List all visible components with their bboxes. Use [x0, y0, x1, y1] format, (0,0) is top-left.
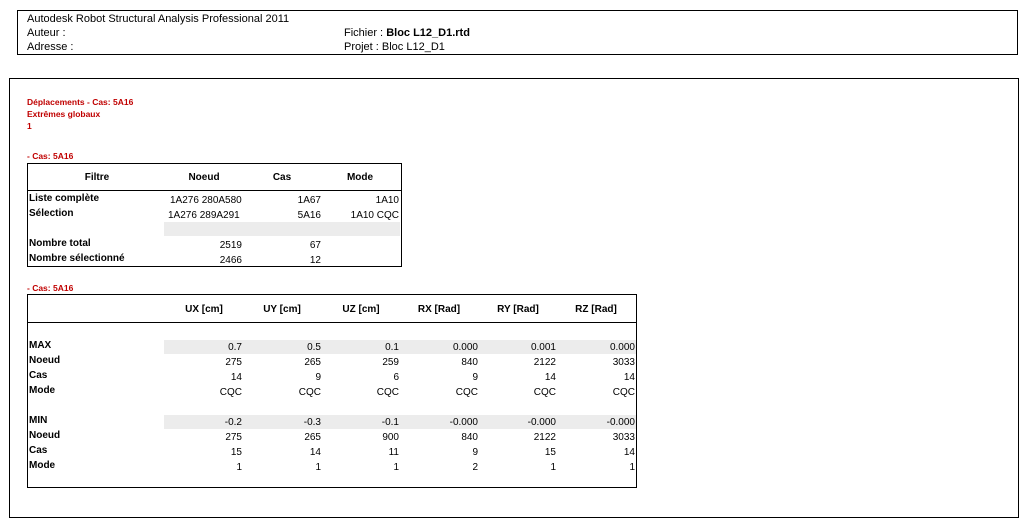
max-noeud-label: Noeud	[29, 355, 61, 366]
min-mode: 1	[393, 462, 399, 473]
max-cas: 14	[544, 372, 556, 383]
filter-header-cas: Cas	[272, 172, 292, 183]
filter-header-mode: Mode	[346, 172, 374, 183]
max-value: 0.000	[452, 342, 478, 353]
section-label-filter: - Cas: 5A16	[27, 151, 74, 161]
max-mode: CQC	[612, 387, 635, 398]
min-cas: 14	[309, 447, 321, 458]
min-cas-label: Cas	[29, 445, 48, 456]
report-title: Déplacements - Cas: 5A16	[27, 97, 134, 107]
max-mode: CQC	[219, 387, 242, 398]
max-noeud: 275	[225, 357, 242, 368]
max-value: 0.001	[530, 342, 556, 353]
min-value: -0.2	[224, 417, 242, 428]
file-name: Bloc L12_D1.rtd	[386, 27, 470, 39]
min-value: -0.1	[381, 417, 399, 428]
min-mode: 1	[550, 462, 556, 473]
min-noeud: 265	[304, 432, 321, 443]
max-cas: 9	[472, 372, 478, 383]
results-table-bottom	[27, 487, 637, 488]
max-mode-label: Mode	[29, 385, 56, 396]
max-value: 0.1	[385, 342, 399, 353]
min-noeud: 900	[382, 432, 399, 443]
address-label: Adresse :	[27, 41, 74, 53]
results-table-top	[27, 294, 637, 295]
results-table-left	[27, 294, 28, 488]
filter-row-noeud: 2519	[219, 240, 242, 251]
results-header-rx: RX [Rad]	[417, 304, 461, 315]
filter-row-noeud: 2466	[219, 255, 242, 266]
min-mode: 2	[472, 462, 478, 473]
max-noeud: 259	[382, 357, 399, 368]
results-header-ry: RY [Rad]	[497, 304, 539, 315]
filter-row-mode: 1A10	[375, 195, 399, 206]
filter-row-cas: 67	[309, 240, 321, 251]
min-cas: 15	[544, 447, 556, 458]
min-mode: 1	[629, 462, 635, 473]
filter-row-cas: 5A16	[297, 210, 321, 221]
filter-table-divider	[27, 190, 402, 191]
max-mode: CQC	[455, 387, 478, 398]
max-mode: CQC	[298, 387, 321, 398]
project-line: Projet : Bloc L12_D1	[344, 41, 445, 53]
filter-row-label: Nombre total	[29, 238, 91, 249]
min-value: -0.3	[303, 417, 321, 428]
results-header-uy: UY [cm]	[263, 304, 301, 315]
filter-row-label: Nombre sélectionné	[29, 253, 125, 264]
min-mode: 1	[315, 462, 321, 473]
results-table-divider	[27, 322, 637, 323]
max-noeud: 265	[304, 357, 321, 368]
min-value: -0.000	[449, 417, 478, 428]
min-cas: 9	[472, 447, 478, 458]
min-cas: 11	[388, 447, 399, 458]
max-value: 0.5	[307, 342, 321, 353]
results-header-rz: RZ [Rad]	[575, 304, 617, 315]
min-noeud: 2122	[533, 432, 556, 443]
filter-row-label: Sélection	[29, 208, 74, 219]
min-noeud: 275	[225, 432, 242, 443]
max-cas: 6	[393, 372, 399, 383]
min-value: -0.000	[606, 417, 635, 428]
report-subtitle: Extrêmes globaux	[27, 109, 101, 119]
max-value: 0.000	[609, 342, 635, 353]
filter-header-noeud: Noeud	[188, 172, 220, 183]
filter-header-filtre: Filtre	[84, 172, 110, 183]
max-noeud: 840	[461, 357, 478, 368]
max-noeud: 2122	[533, 357, 556, 368]
filter-row-noeud: 1A276 280A580	[170, 195, 242, 206]
max-mode: CQC	[533, 387, 556, 398]
max-noeud: 3033	[612, 357, 635, 368]
filter-row-noeud: 1A276 289A291	[168, 210, 240, 221]
min-mode: 1	[236, 462, 242, 473]
app-title: Autodesk Robot Structural Analysis Professional 2011	[27, 13, 290, 25]
max-value: 0.7	[228, 342, 242, 353]
max-cas: 14	[230, 372, 242, 383]
max-cas: 14	[623, 372, 635, 383]
filter-row-cas: 1A67	[297, 195, 321, 206]
results-table-right	[636, 294, 637, 488]
section-label-results: - Cas: 5A16	[27, 283, 74, 293]
results-header-uz: UZ [cm]	[342, 304, 380, 315]
max-cas: 9	[315, 372, 321, 383]
min-noeud-label: Noeud	[29, 430, 61, 441]
min-noeud: 3033	[612, 432, 635, 443]
min-label: MIN	[29, 415, 48, 426]
filter-row-label: Liste complète	[29, 193, 100, 204]
min-noeud: 840	[461, 432, 478, 443]
min-mode-label: Mode	[29, 460, 56, 471]
max-cas-label: Cas	[29, 370, 48, 381]
filter-row-mode: 1A10 CQC	[350, 210, 399, 221]
file-line	[344, 27, 470, 40]
filter-row-shade	[164, 222, 400, 236]
max-mode: CQC	[376, 387, 399, 398]
file-label: Fichier :	[344, 27, 387, 39]
min-cas: 14	[623, 447, 635, 458]
author-label: Auteur :	[27, 27, 66, 39]
page-number: 1	[27, 121, 32, 131]
min-cas: 15	[230, 447, 242, 458]
min-value: -0.000	[527, 417, 556, 428]
filter-row-cas: 12	[309, 255, 321, 266]
results-header-ux: UX [cm]	[185, 304, 223, 315]
max-label: MAX	[29, 340, 52, 351]
